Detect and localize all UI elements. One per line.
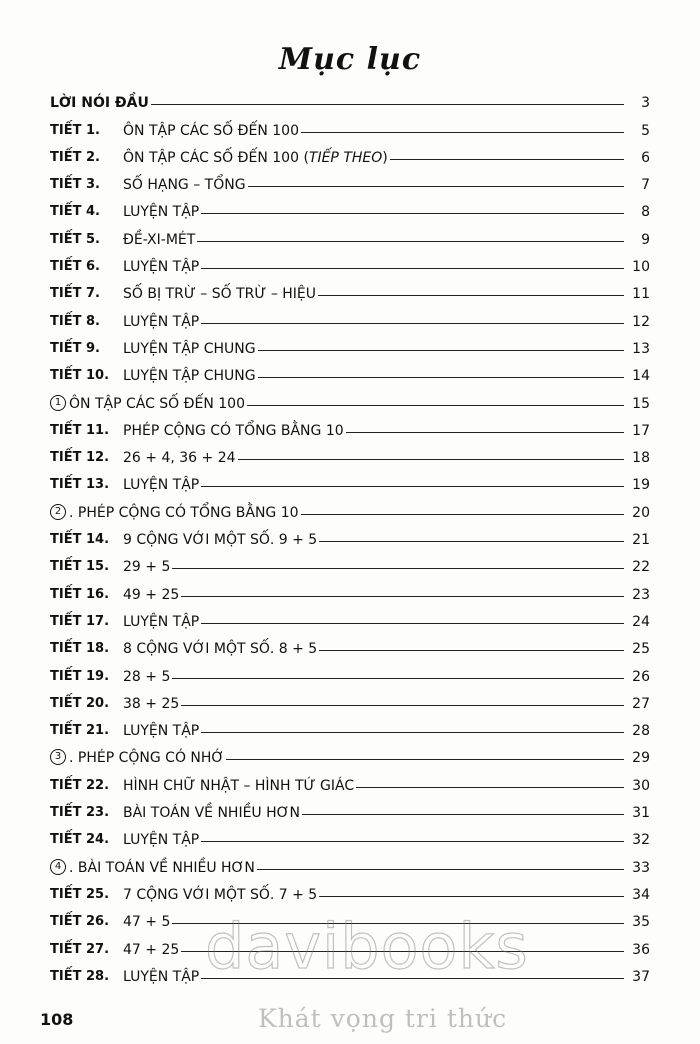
toc-leader-line	[258, 350, 624, 351]
toc-entry-label: TIẾT 21.	[50, 723, 110, 739]
toc-entry[interactable]	[50, 359, 650, 386]
toc-entry[interactable]	[50, 960, 650, 987]
toc-leader-line	[356, 787, 624, 788]
toc-entry-title	[123, 532, 317, 548]
page-number: 108	[40, 1010, 74, 1029]
toc-entry-title	[123, 887, 317, 903]
toc-entry[interactable]	[50, 468, 650, 495]
toc-entry-page: 35	[632, 914, 650, 931]
toc-entry-page: 23	[632, 586, 650, 603]
toc-leader-line	[172, 678, 624, 679]
toc-entry[interactable]	[50, 250, 650, 277]
toc-entry[interactable]	[50, 741, 650, 768]
toc-entry-title	[123, 123, 299, 139]
toc-entry[interactable]	[50, 796, 650, 823]
toc-entry-title-suffix: )	[382, 149, 388, 166]
toc-entry[interactable]	[50, 823, 650, 850]
toc-entry-page: 14	[632, 368, 650, 385]
toc-entry-title	[123, 232, 195, 248]
toc-leader-line	[201, 323, 624, 324]
toc-entry-title	[123, 368, 256, 384]
toc-entry-title	[123, 669, 170, 685]
toc-entry[interactable]	[50, 332, 650, 359]
toc-leader-line	[346, 432, 624, 433]
toc-leader-line	[248, 186, 624, 187]
toc-entry-page: 6	[641, 149, 650, 166]
toc-entry-title-text: BÀI TOÁN VỀ NHIỀU HƠN	[123, 805, 300, 822]
toc-entry-title-text: LUYỆN TẬP	[123, 313, 200, 330]
toc-entry-title	[123, 778, 354, 794]
toc-entry[interactable]	[50, 878, 650, 905]
toc-entry-title	[123, 969, 199, 985]
toc-entry-page: 7	[641, 177, 650, 194]
toc-entry[interactable]	[50, 550, 650, 577]
toc-entry-title-text: LUYỆN TẬP CHUNG	[123, 368, 256, 385]
toc-entry-page: 30	[632, 777, 650, 794]
toc-entry-page: 33	[632, 859, 650, 876]
toc-entry[interactable]	[50, 632, 650, 659]
toc-entry-page: 28	[632, 723, 650, 740]
toc-entry-page: 20	[632, 504, 650, 521]
toc-entry-title	[123, 177, 246, 193]
toc-entry-title	[50, 750, 224, 766]
toc-entry-label: TIẾT 7.	[50, 286, 100, 302]
toc-entry-page: 34	[632, 886, 650, 903]
toc-entry-title-text: 47 + 5	[123, 914, 171, 931]
toc-entry[interactable]	[50, 932, 650, 959]
toc-entry-title	[123, 696, 179, 712]
toc-entry-title	[123, 614, 199, 630]
toc-entry-title-text: 7 CỘNG VỚI MỘT SỐ. 7 + 5	[123, 886, 318, 903]
toc-entry-label: TIẾT 6.	[50, 259, 100, 275]
toc-entry-title-text: LUYỆN TẬP	[123, 259, 200, 276]
toc-entry-label: TIẾT 16.	[50, 586, 110, 602]
toc-entry-page: 11	[632, 286, 650, 303]
toc-entry-title-text: LỜI NÓI ĐẦU	[50, 95, 149, 112]
toc-entry-title-text: 38 + 25	[123, 695, 180, 712]
toc-entry[interactable]	[50, 441, 650, 468]
toc-entry-title	[123, 559, 170, 575]
toc-entry-title	[123, 286, 316, 302]
toc-entry-title-text: LUYỆN TẬP CHUNG	[123, 340, 256, 357]
toc-entry[interactable]	[50, 168, 650, 195]
toc-leader-line	[257, 869, 624, 870]
toc-entry-title-text: 49 + 25	[123, 586, 180, 603]
toc-entry-title	[123, 150, 388, 166]
toc-entry-label: TIẾT 27.	[50, 941, 110, 957]
toc-entry-title-italic: TIẾP THEO	[308, 149, 383, 166]
toc-entry-page: 36	[632, 941, 650, 958]
toc-entry-title-text: 29 + 5	[123, 559, 171, 576]
toc-entry-page: 21	[632, 532, 650, 549]
toc-entry-page: 9	[641, 231, 650, 248]
toc-leader-line	[301, 132, 624, 133]
toc-leader-line	[201, 623, 624, 624]
toc-entry[interactable]	[50, 141, 650, 168]
toc-entry-label: TIẾT 2.	[50, 149, 100, 165]
toc-entry-page: 13	[632, 340, 650, 357]
toc-entry[interactable]	[50, 304, 650, 331]
toc-entry-page: 37	[632, 968, 650, 985]
toc-entry[interactable]	[50, 113, 650, 140]
toc-entry-title	[123, 450, 236, 466]
toc-entry-title-text: LUYỆN TẬP	[123, 832, 200, 849]
toc-entry-title	[123, 723, 199, 739]
toc-entry[interactable]	[50, 86, 650, 113]
toc-entry-title-text: ÔN TẬP CÁC SỐ ĐẾN 100	[69, 395, 245, 412]
toc-entry[interactable]	[50, 905, 650, 932]
toc-leader-line	[151, 104, 624, 105]
toc-entry-title-text: . BÀI TOÁN VỀ NHIỀU HƠN	[69, 859, 255, 876]
toc-leader-line	[319, 896, 624, 897]
toc-entry-label: TIẾT 24.	[50, 832, 110, 848]
toc-entry-title	[123, 423, 344, 439]
toc-entry[interactable]	[50, 386, 650, 413]
toc-entry-page: 26	[632, 668, 650, 685]
toc-leader-line	[301, 514, 624, 515]
toc-entry-title-text: LUYỆN TẬP	[123, 723, 200, 740]
toc-leader-line	[201, 841, 624, 842]
toc-entry-label: TIẾT 5.	[50, 231, 100, 247]
toc-leader-line	[181, 951, 624, 952]
toc-entry-page: 27	[632, 695, 650, 712]
toc-entry-label: TIẾT 14.	[50, 532, 110, 548]
toc-entry-title-text: PHÉP CỘNG CÓ TỔNG BẰNG 10	[123, 422, 344, 439]
toc-entry-label: TIẾT 9.	[50, 340, 100, 356]
toc-entry[interactable]	[50, 659, 650, 686]
toc-entry-title-text: HÌNH CHỮ NHẬT – HÌNH TỨ GIÁC	[123, 777, 355, 794]
toc-entry-title	[123, 942, 179, 958]
toc-leader-line	[226, 759, 624, 760]
toc-entry-page: 31	[632, 805, 650, 822]
toc-entry-title-text: LUYỆN TẬP	[123, 968, 200, 985]
toc-entry-label: TIẾT 22.	[50, 777, 110, 793]
toc-entry[interactable]	[50, 850, 650, 877]
toc-leader-line	[197, 241, 624, 242]
toc-entry-title-text: ÔN TẬP CÁC SỐ ĐẾN 100 (	[123, 149, 309, 166]
section-number-badge: 4	[50, 859, 66, 875]
toc-entry-page: 29	[632, 750, 650, 767]
watermark-slogan: Khát vọng tri thức	[258, 1004, 508, 1033]
toc-entry-title-text: 28 + 5	[123, 668, 171, 685]
toc-entry-label: TIẾT 1.	[50, 122, 100, 138]
toc-entry-title-text: 8 CỘNG VỚI MỘT SỐ. 8 + 5	[123, 641, 318, 658]
toc-entry-title-text: ÔN TẬP CÁC SỐ ĐẾN 100	[123, 122, 299, 139]
toc-entry[interactable]	[50, 195, 650, 222]
toc-leader-line	[258, 377, 624, 378]
section-number-badge: 2	[50, 504, 66, 520]
toc-entry-page: 3	[641, 95, 650, 112]
toc-leader-line	[390, 159, 624, 160]
toc-entry[interactable]	[50, 687, 650, 714]
toc-entry-page: 24	[632, 613, 650, 630]
toc-entry[interactable]	[50, 768, 650, 795]
toc-entry-title-text: 26 + 4, 36 + 24	[123, 450, 236, 467]
toc-entry-page: 19	[632, 477, 650, 494]
toc-entry-title	[123, 314, 199, 330]
toc-entry[interactable]	[50, 222, 650, 249]
toc-leader-line	[238, 459, 624, 460]
toc-entry-title-text: SỐ BỊ TRỪ – SỐ TRỪ – HIỆU	[123, 286, 317, 303]
toc-entry-page: 25	[632, 641, 650, 658]
toc-entry-title	[123, 587, 179, 603]
toc-entry-label: TIẾT 18.	[50, 641, 110, 657]
toc-entry-title	[50, 505, 299, 521]
toc-entry-label: TIẾT 4.	[50, 204, 100, 220]
toc-entry-title	[123, 641, 317, 657]
toc-entry-label: TIẾT 15.	[50, 559, 110, 575]
toc-entry[interactable]	[50, 714, 650, 741]
toc-entry[interactable]	[50, 495, 650, 522]
toc-entry-title-text: LUYỆN TẬP	[123, 613, 200, 630]
toc-entry-label: TIẾT 12.	[50, 450, 110, 466]
toc-entry-label: TIẾT 25.	[50, 886, 110, 902]
toc-entry-label: TIẾT 13.	[50, 477, 110, 493]
toc-entry-title-text: LUYỆN TẬP	[123, 204, 200, 221]
page-title: Mục lục	[278, 42, 422, 77]
toc-entry-title-text: 9 CỘNG VỚI MỘT SỐ. 9 + 5	[123, 532, 318, 549]
toc-entry[interactable]	[50, 577, 650, 604]
section-number-badge: 3	[50, 749, 66, 765]
toc-entry-page: 18	[632, 450, 650, 467]
toc-entry-page: 15	[632, 395, 650, 412]
toc-entry-title	[123, 832, 199, 848]
toc-entry-title	[123, 204, 199, 220]
toc-entry[interactable]	[50, 277, 650, 304]
toc-entry-label: TIẾT 3.	[50, 177, 100, 193]
toc-leader-line	[318, 295, 624, 296]
toc-leader-line	[247, 405, 624, 406]
toc-entry-page: 22	[632, 559, 650, 576]
toc-entry-title	[50, 860, 255, 876]
toc-entry-title-text: . PHÉP CỘNG CÓ NHỚ	[69, 750, 225, 767]
toc-entry-label: TIẾT 28.	[50, 968, 110, 984]
toc-entry-page: 17	[632, 422, 650, 439]
toc-leader-line	[319, 541, 624, 542]
toc-entry[interactable]	[50, 605, 650, 632]
toc-entry-label: TIẾT 17.	[50, 613, 110, 629]
toc-leader-line	[201, 213, 624, 214]
toc-entry-title	[123, 341, 256, 357]
toc-entry-label: TIẾT 20.	[50, 695, 110, 711]
toc-entry-title-text: SỐ HẠNG – TỔNG	[123, 177, 246, 194]
toc-leader-line	[172, 568, 624, 569]
toc-entry-label: TIẾT 10.	[50, 368, 110, 384]
toc-leader-line	[201, 732, 624, 733]
toc-entry-label: TIẾT 19.	[50, 668, 110, 684]
toc-leader-line	[172, 923, 624, 924]
toc-leader-line	[201, 486, 624, 487]
toc-leader-line	[181, 596, 624, 597]
toc-leader-line	[201, 268, 624, 269]
toc-entry-title-text: ĐỀ-XI-MÉT	[123, 231, 196, 248]
toc-entry-label: TIẾT 8.	[50, 313, 100, 329]
toc-entry-title	[123, 805, 300, 821]
toc-leader-line	[201, 978, 624, 979]
toc-entry-title	[50, 396, 245, 412]
toc-entry-page: 32	[632, 832, 650, 849]
toc-entry-title	[123, 477, 199, 493]
toc-entry-page: 5	[641, 122, 650, 139]
toc-entry-title	[123, 259, 199, 275]
toc-entry-title	[50, 95, 149, 111]
toc-entry[interactable]	[50, 523, 650, 550]
toc-entry-title-text: LUYỆN TẬP	[123, 477, 200, 494]
toc-leader-line	[181, 705, 624, 706]
toc-entry-title-text: . PHÉP CỘNG CÓ TỔNG BẰNG 10	[69, 504, 299, 521]
section-number-badge: 1	[50, 395, 66, 411]
toc-entry-title-text: 47 + 25	[123, 941, 180, 958]
toc-entry-title	[123, 914, 170, 930]
toc-entry-page: 12	[632, 313, 650, 330]
toc-entry-label: TIẾT 26.	[50, 914, 110, 930]
toc-leader-line	[319, 650, 624, 651]
toc-entry-page: 10	[632, 259, 650, 276]
toc-entry-label: TIẾT 23.	[50, 805, 110, 821]
toc-leader-line	[302, 814, 624, 815]
toc-entry-page: 8	[641, 204, 650, 221]
table-of-contents	[50, 86, 650, 987]
toc-entry-label: TIẾT 11.	[50, 422, 110, 438]
watermark-brand: davibooks	[205, 910, 529, 983]
toc-entry[interactable]	[50, 414, 650, 441]
